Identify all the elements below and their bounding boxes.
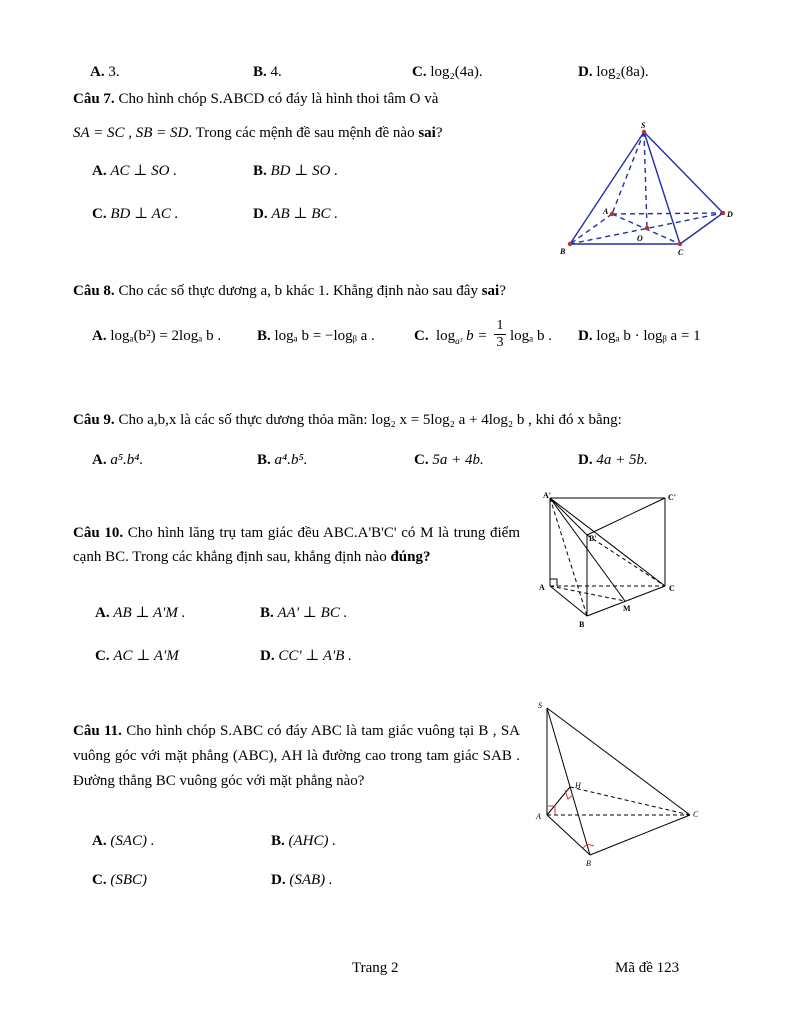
q10-option-a: A. AB ⊥ A'M . [95,605,186,621]
q8-option-b: B. logₐ b = −logᵦ a . [257,328,375,344]
q10-prism-figure [535,490,685,630]
q10-fig-label-m: M [623,604,631,613]
q7-option-a: A. AC ⊥ SO . [92,163,177,179]
q9-option-c: C. 5a + 4b. [414,452,484,468]
q8-option-d: D. logₐ b · logᵦ a = 1 [578,328,701,344]
q10-question: Câu 10. Cho hình lăng trụ tam giác đều ABC.A'B'C' có M là trung điểm cạnh BC. Trong các khẳng định sau, khẳng định nào đúng? [73,525,520,565]
q7-fig-label-d: D [727,210,733,219]
q9-option-a: A. a⁵.b⁴. [92,452,144,468]
q7-option-d: D. AB ⊥ BC . [253,206,338,222]
q11-fig-label-h: H [575,781,581,790]
q10-option-c: C. AC ⊥ A'M [95,648,179,664]
q10-fig-label-c: C [669,584,675,593]
q10-option-d: D. CC' ⊥ A'B . [260,648,352,664]
q7-fig-label-s: S [641,121,646,130]
q10-fig-label-a: A [539,583,545,592]
footer-exam-code: Mã đề 123 [615,960,680,976]
q7-option-c: C. BD ⊥ AC . [92,206,179,222]
q10-option-b: B. AA' ⊥ BC . [260,605,348,621]
q7-option-b: B. BD ⊥ SO . [253,163,338,179]
q11-fig-label-b: B [586,859,591,868]
q8-question: Câu 8. Cho các số thực dương a, b khác 1. Khẳng định nào sau đây sai? [73,283,506,299]
q7-pyramid-figure [555,118,745,263]
q11-fig-label-c: C [693,810,699,819]
q10-fig-label-a1: A' [543,491,551,500]
q11-option-d: D. (SAB) . [271,872,333,888]
q6-option-b: B. 4. [253,64,282,80]
footer-page-number: Trang 2 [352,960,399,976]
q11-option-a: A. (SAC) . [92,833,155,849]
q7-question-line2: SA = SC , SB = SD. Trong các mệnh đề sau mệnh đề nào sai? [73,125,443,141]
q6-option-a: A. 3. [90,64,120,80]
q6-option-d: D. log₂(8a). [578,64,649,80]
q11-pyramid-figure [530,698,710,868]
q7-question: Câu 7. Cho hình chóp S.ABCD có đáy là hình thoi tâm O và [73,91,439,107]
q9-option-d: D. 4a + 5b. [578,452,648,468]
q7-fig-label-b: B [560,247,566,256]
q10-fig-label-b: B [579,620,585,629]
q11-question: Câu 11. Cho hình chóp S.ABC có đáy ABC là tam giác vuông tại B , SA vuông góc với mặt phẳng (ABC), AH là đường cao trong tam giác SAB . Đường thẳng BC vuông góc với mặt phẳng nào? [73,723,520,789]
q11-option-b: B. (AHC) . [271,833,337,849]
q11-fig-label-a: A [536,812,541,821]
q8-option-a: A. logₐ(b²) = 2logₐ b . [92,328,222,344]
q7-fig-label-o: O [637,234,643,243]
q7-fig-label-a: A [603,207,609,216]
q7-fig-label-c: C [678,248,684,257]
q11-fig-label-s: S [538,701,542,710]
q9-option-b: B. a⁴.b⁵. [257,452,308,468]
q9-question: Câu 9. Cho a,b,x là các số thực dương thỏa mãn: log₂ x = 5log₂ a + 4log₂ b , khi đó x bằng: [73,412,622,428]
q10-fig-label-c1: C' [668,493,676,502]
q10-fig-label-b1: B' [589,534,597,543]
q11-option-c: C. (SBC) [92,872,148,888]
q6-option-c: C. log₂(4a). [412,64,483,80]
